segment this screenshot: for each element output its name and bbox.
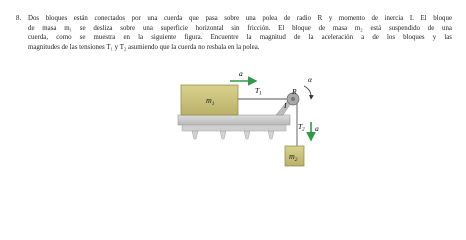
angular-accel-arrow	[304, 86, 311, 99]
tension1-label: $T_1$	[255, 86, 262, 97]
problem-line-3: cuerda, como se muestra en la siguiente figura. Encuentre la magnitud de la aceleración a de los bloques y las	[28, 34, 452, 42]
tension2-label: $T_2$	[298, 122, 305, 133]
table	[178, 115, 290, 139]
block-m2-label: $m_2$	[289, 152, 298, 163]
problem-line-1: Dos bloques están conectados por una cuerda que pasa sobre una polea de radio R y momento de inercia I. El bloque	[28, 15, 452, 22]
angular-accel-label: α	[308, 75, 312, 84]
block-m1-label: $m_1$	[206, 96, 215, 107]
problem-number: 8.	[16, 15, 22, 22]
problem-line-4: magnitudes de las tensiones T₁ y T₂ asumiendo que la cuerda no resbala en la polea.	[28, 43, 260, 51]
accel-label-vertical: a	[315, 124, 319, 133]
radius-label: R	[292, 87, 297, 96]
block-m2	[285, 146, 304, 166]
table-legs	[192, 131, 274, 139]
block-m1	[181, 85, 238, 115]
inertia-label: I	[284, 101, 287, 110]
accel-label-horizontal: a	[239, 69, 243, 78]
problem-line-2: de masa m₁ se desliza sobre una superficie horizontal sin fricción. El bloque de masa m₂ está suspendido de una	[28, 24, 452, 32]
